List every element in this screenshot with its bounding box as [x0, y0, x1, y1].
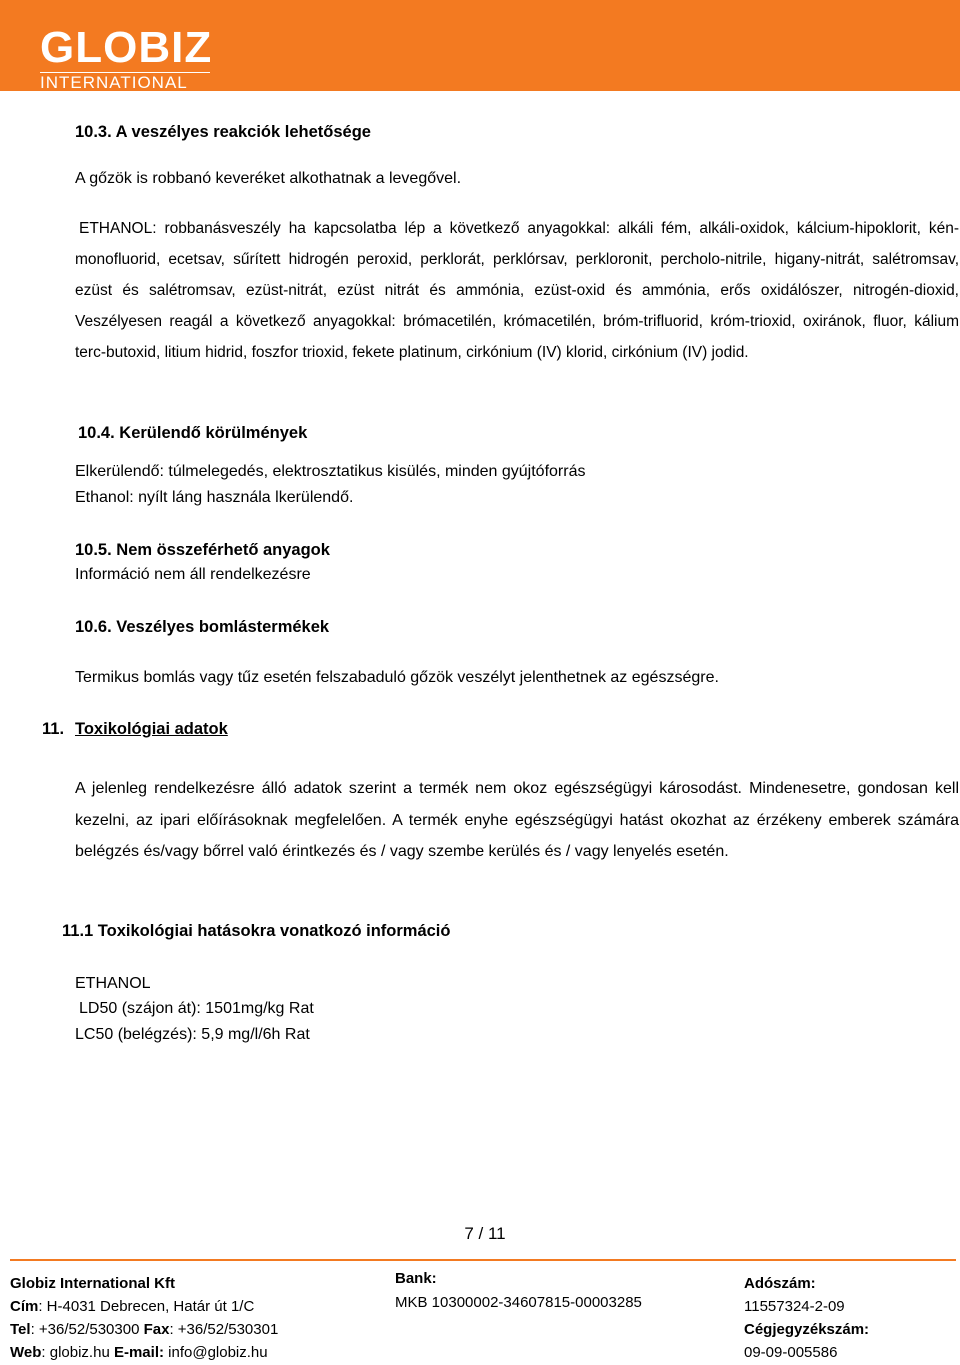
substance-name: ETHANOL	[75, 975, 151, 992]
footer-tel-label: Tel	[10, 1321, 31, 1338]
footer-web-link[interactable]: : globiz.hu	[41, 1344, 110, 1361]
footer-fax-label: Fax	[143, 1321, 170, 1338]
footer-tax-value: 11557324-2-09	[744, 1298, 845, 1315]
footer-address-value: : H-4031 Debrecen, Határ út 1/C	[38, 1298, 255, 1315]
section-10-4-line2: Ethanol: nyílt láng használa lkerülendő.	[75, 489, 354, 506]
lc50-value: LC50 (belégzés): 5,9 mg/l/6h Rat	[75, 1026, 310, 1043]
footer-web	[10, 1344, 268, 1361]
header-bar	[0, 0, 960, 91]
footer-company-name: Globiz International Kft	[10, 1275, 175, 1292]
footer-reg-label: Cégjegyzékszám:	[744, 1321, 870, 1338]
section-10-6-title: 10.6. Veszélyes bomlástermékek	[75, 618, 330, 636]
footer-phone	[10, 1321, 278, 1338]
ld50-value: LD50 (szájon át): 1501mg/kg Rat	[79, 1000, 314, 1017]
section-10-5-line1: Információ nem áll rendelkezésre	[75, 566, 311, 583]
section-10-3-paragraph: ETHANOL: robbanásveszély ha kapcsolatba lép a következő anyagokkal: alkáli fém, alkáli-oxidok, kálcium-hipoklorit, kén-monofluorid, ecetsav, sűrített hidrogén peroxid, perklorát, perklórsav, perkloronit, percholo-nitrile, higany-nitrát, salétromsav, ezüst és salétromsav, ezüst-nitrát, ezüst nitrát és ammónia, ezüst-oxid és ammónia, erős oxidálószer, nitrogén-dioxid, Veszélyesen reagál a következő anyagokkal: brómacetilén, krómacetilén, bróm-trifluorid, króm-trioxid, oxiránok, fluor, kálium terc-butoxid, litium hidrid, foszfor trioxid, fekete platinum, cirkónium (IV) klorid, cirkónium (IV) jodid.	[75, 220, 959, 361]
footer-email-link[interactable]: info@globiz.hu	[168, 1344, 268, 1361]
footer-reg-value: 09-09-005586	[744, 1344, 838, 1361]
footer-email-label: E-mail:	[113, 1344, 164, 1361]
page-number: 7 / 11	[464, 1224, 506, 1243]
section-10-3-line1: A gőzök is robbanó keveréket alkothatnak a levegővel.	[75, 170, 462, 187]
section-10-5-title: 10.5. Nem összeférhető anyagok	[75, 541, 330, 559]
section-10-3-title: 10.3. A veszélyes reakciók lehetősége	[75, 123, 371, 141]
company-logo	[40, 23, 213, 92]
section-11-number: 11.	[42, 720, 65, 738]
footer-address-label: Cím	[10, 1298, 39, 1315]
logo-main-text: GLOBIZ	[40, 23, 213, 72]
logo-sub-text: INTERNATIONAL	[40, 72, 210, 91]
footer-bank-value: MKB 10300002-34607815-00003285	[395, 1294, 642, 1311]
footer-tax-label: Adószám:	[744, 1275, 816, 1292]
section-11-title: Toxikológiai adatok	[75, 720, 228, 738]
footer-divider	[10, 1259, 956, 1261]
section-10-6-line1: Termikus bomlás vagy tűz esetén felszabaduló gőzök veszélyt jelenthetnek az egészségre.	[75, 669, 719, 686]
footer-company	[10, 1275, 175, 1292]
footer-tel-value: : +36/52/530300	[30, 1321, 140, 1338]
section-10-4-line1: Elkerülendő: túlmelegedés, elektrosztatikus kisülés, minden gyújtóforrás	[75, 463, 586, 480]
section-11-1-title: 11.1 Toxikológiai hatásokra vonatkozó információ	[62, 922, 451, 940]
footer-address	[10, 1298, 254, 1315]
footer-web-label: Web	[10, 1344, 42, 1361]
section-10-4-title: 10.4. Kerülendő körülmények	[78, 424, 308, 442]
section-11-paragraph: A jelenleg rendelkezésre álló adatok szerint a termék nem okoz egészségügyi károsodást. Mindenesetre, gondosan kell kezelni, az ipari előírásoknak megfelelően. A termék enyhe egészségügyi hatást okozhat az érzékeny emberek számára belégzés és/vagy bőrrel való érintkezés és / vagy szembe kerülés és / vagy lenyelés esetén.	[75, 780, 959, 860]
footer-bank-label: Bank:	[395, 1270, 437, 1287]
footer-fax-value: : +36/52/530301	[169, 1321, 279, 1338]
